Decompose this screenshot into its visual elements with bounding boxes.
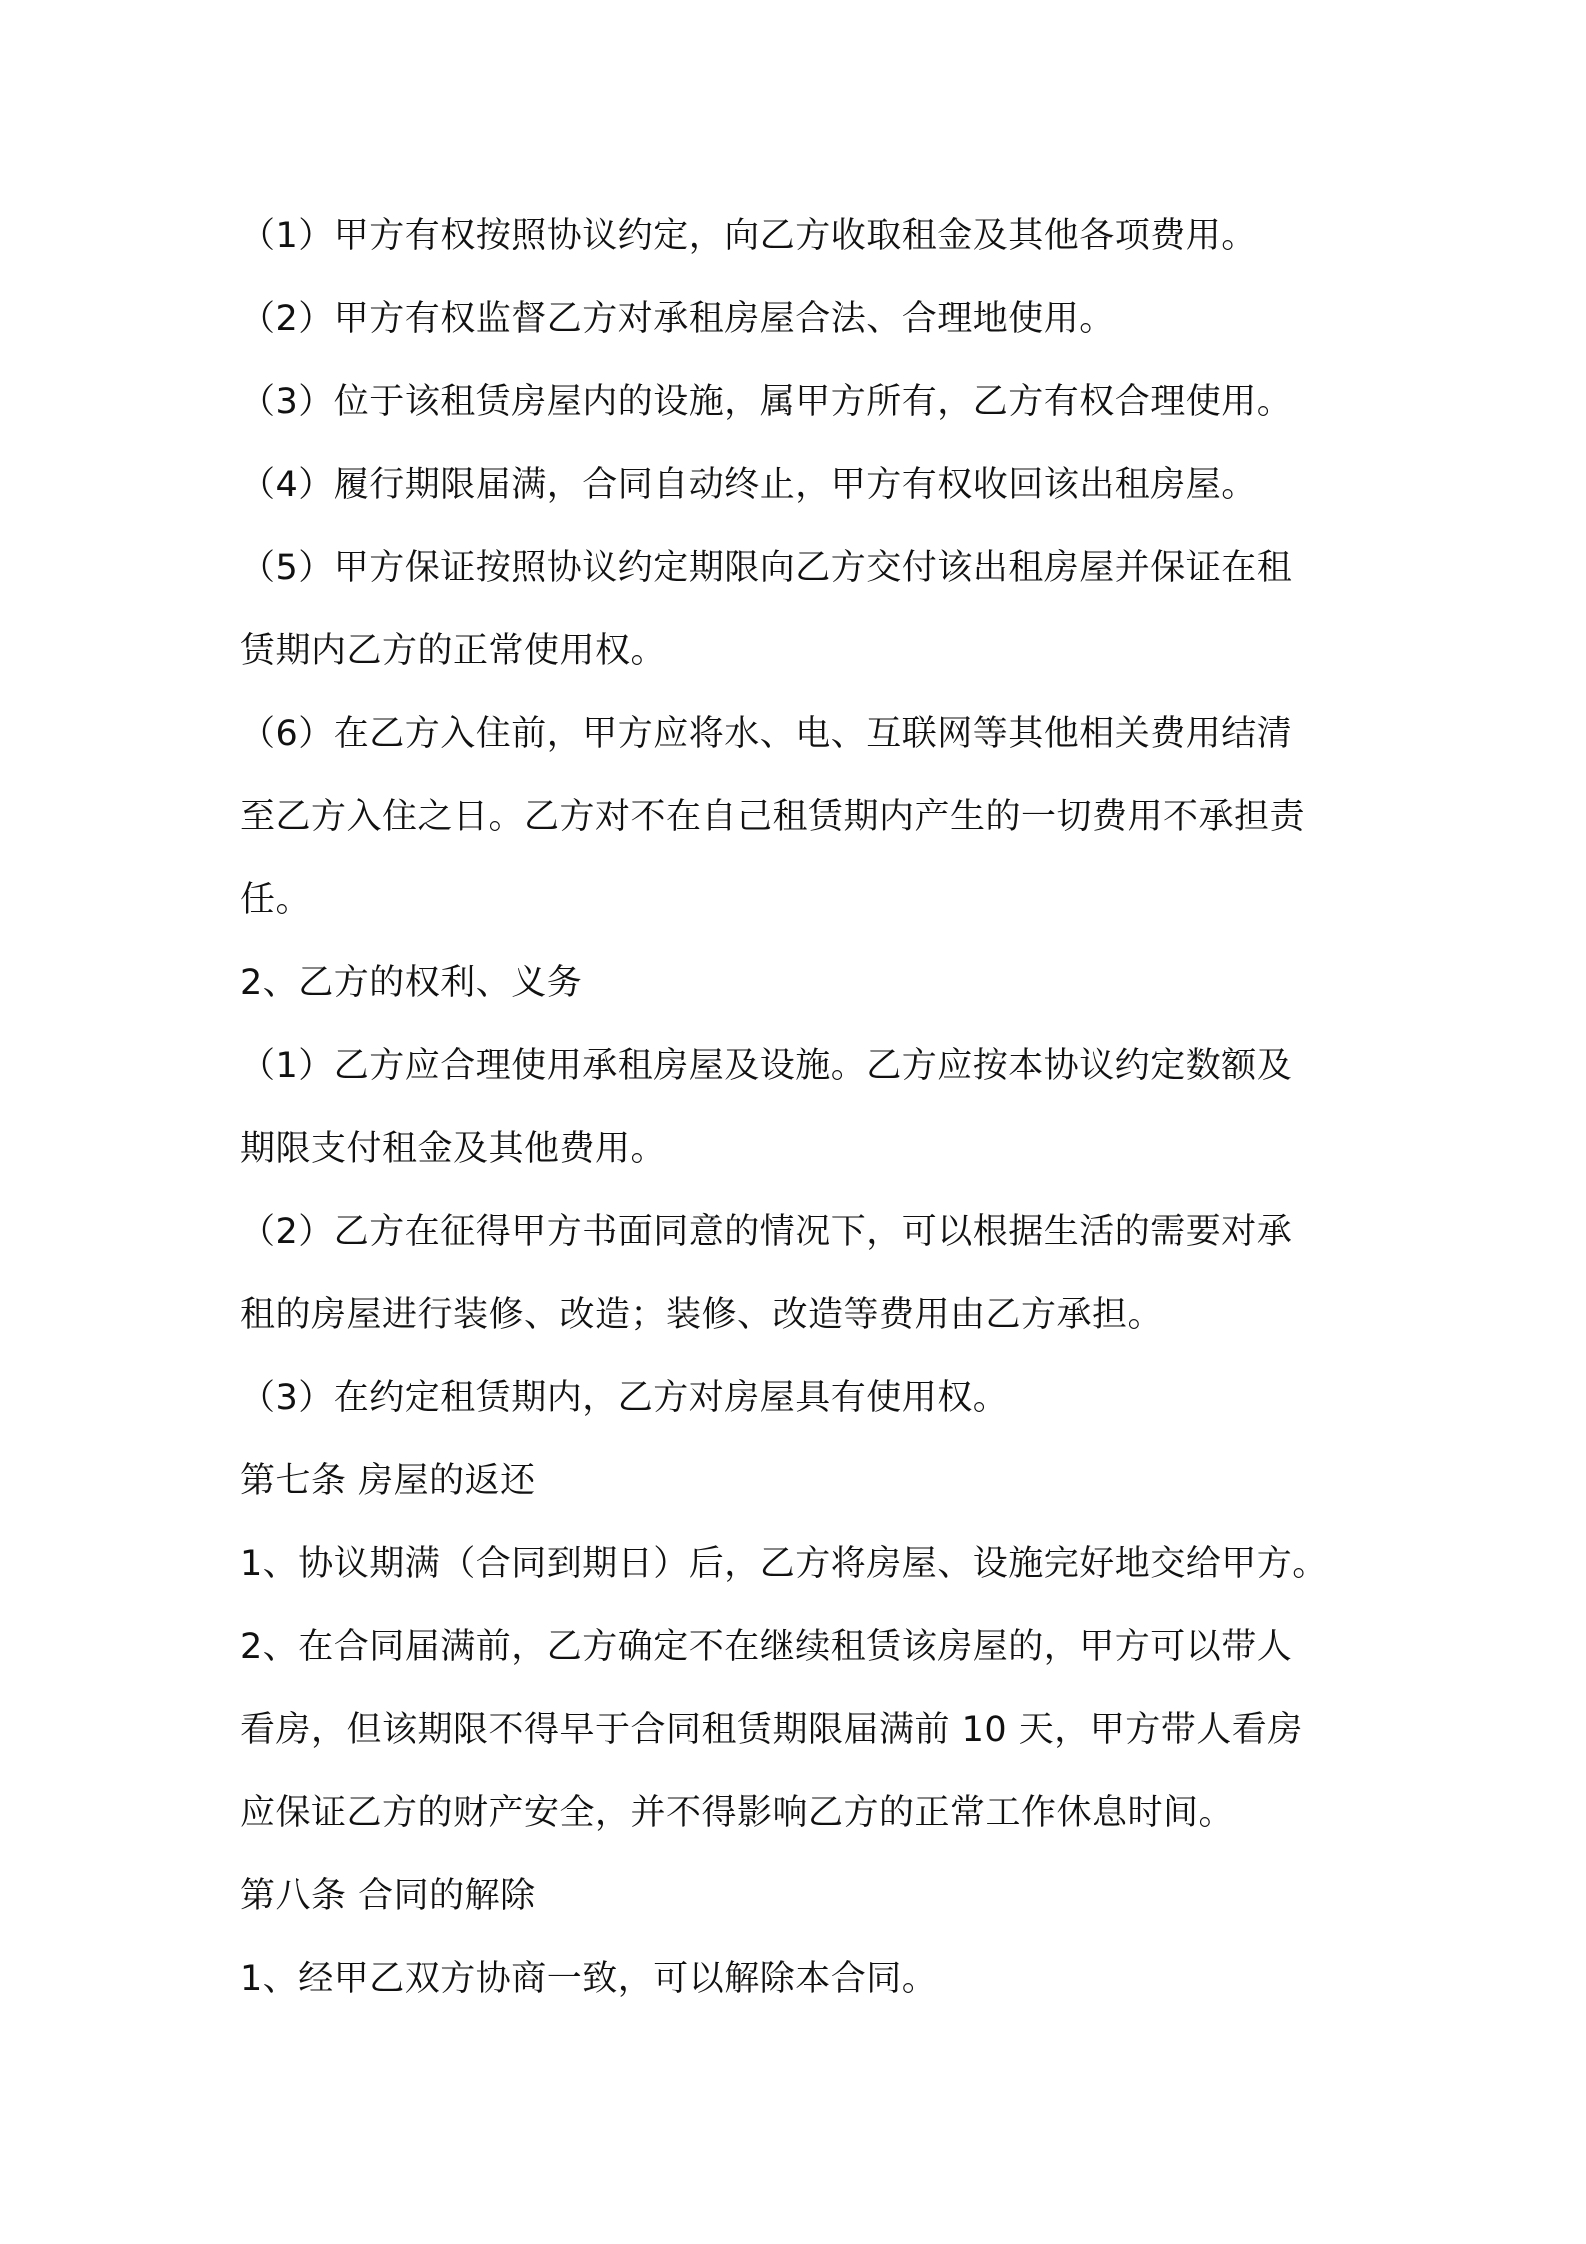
clause-a4: （4）履行期限届满，合同自动终止，甲方有权收回该出租房屋。 [240,465,1257,505]
article-7-item-2-end: 应保证乙方的财产安全，并不得影响乙方的正常工作休息时间。 [240,1793,1235,1833]
clause-b2-cont: 租的房屋进行装修、改造；装修、改造等费用由乙方承担。 [240,1295,1164,1335]
section-heading-b: 2、乙方的权利、义务 [240,963,583,1003]
clause-a6-cont: 至乙方入住之日。乙方对不在自己租赁期内产生的一切费用不承担责 [240,797,1306,837]
clause-b3: （3）在约定租赁期内，乙方对房屋具有使用权。 [240,1378,1009,1418]
article-7-item-1: 1、协议期满（合同到期日）后，乙方将房屋、设施完好地交给甲方。 [240,1544,1328,1584]
clause-b1-cont: 期限支付租金及其他费用。 [240,1129,667,1169]
document-body [240,195,1370,2021]
clause-a2: （2）甲方有权监督乙方对承租房屋合法、合理地使用。 [240,299,1115,339]
article-8-heading: 第八条 合同的解除 [240,1876,536,1916]
article-7-heading: 第七条 房屋的返还 [240,1461,536,1501]
article-7-item-2-cont: 看房，但该期限不得早于合同租赁期限届满前 10 天，甲方带人看房 [240,1710,1303,1750]
article-7-item-2: 2、在合同届满前，乙方确定不在继续租赁该房屋的，甲方可以带人 [240,1627,1293,1667]
clause-a1: （1）甲方有权按照协议约定，向乙方收取租金及其他各项费用。 [240,216,1257,256]
clause-a5: （5）甲方保证按照协议约定期限向乙方交付该出租房屋并保证在租 [240,548,1293,588]
clause-a5-cont: 赁期内乙方的正常使用权。 [240,631,667,671]
clause-a3: （3）位于该租赁房屋内的设施，属甲方所有，乙方有权合理使用。 [240,382,1293,422]
clause-a6-end: 任。 [240,880,312,920]
clause-a6: （6）在乙方入住前，甲方应将水、电、互联网等其他相关费用结清 [240,714,1293,754]
clause-b2: （2）乙方在征得甲方书面同意的情况下，可以根据生活的需要对承 [240,1212,1293,1252]
article-8-item-1: 1、经甲乙双方协商一致，可以解除本合同。 [240,1959,938,1999]
clause-b1: （1）乙方应合理使用承租房屋及设施。乙方应按本协议约定数额及 [240,1046,1293,1086]
